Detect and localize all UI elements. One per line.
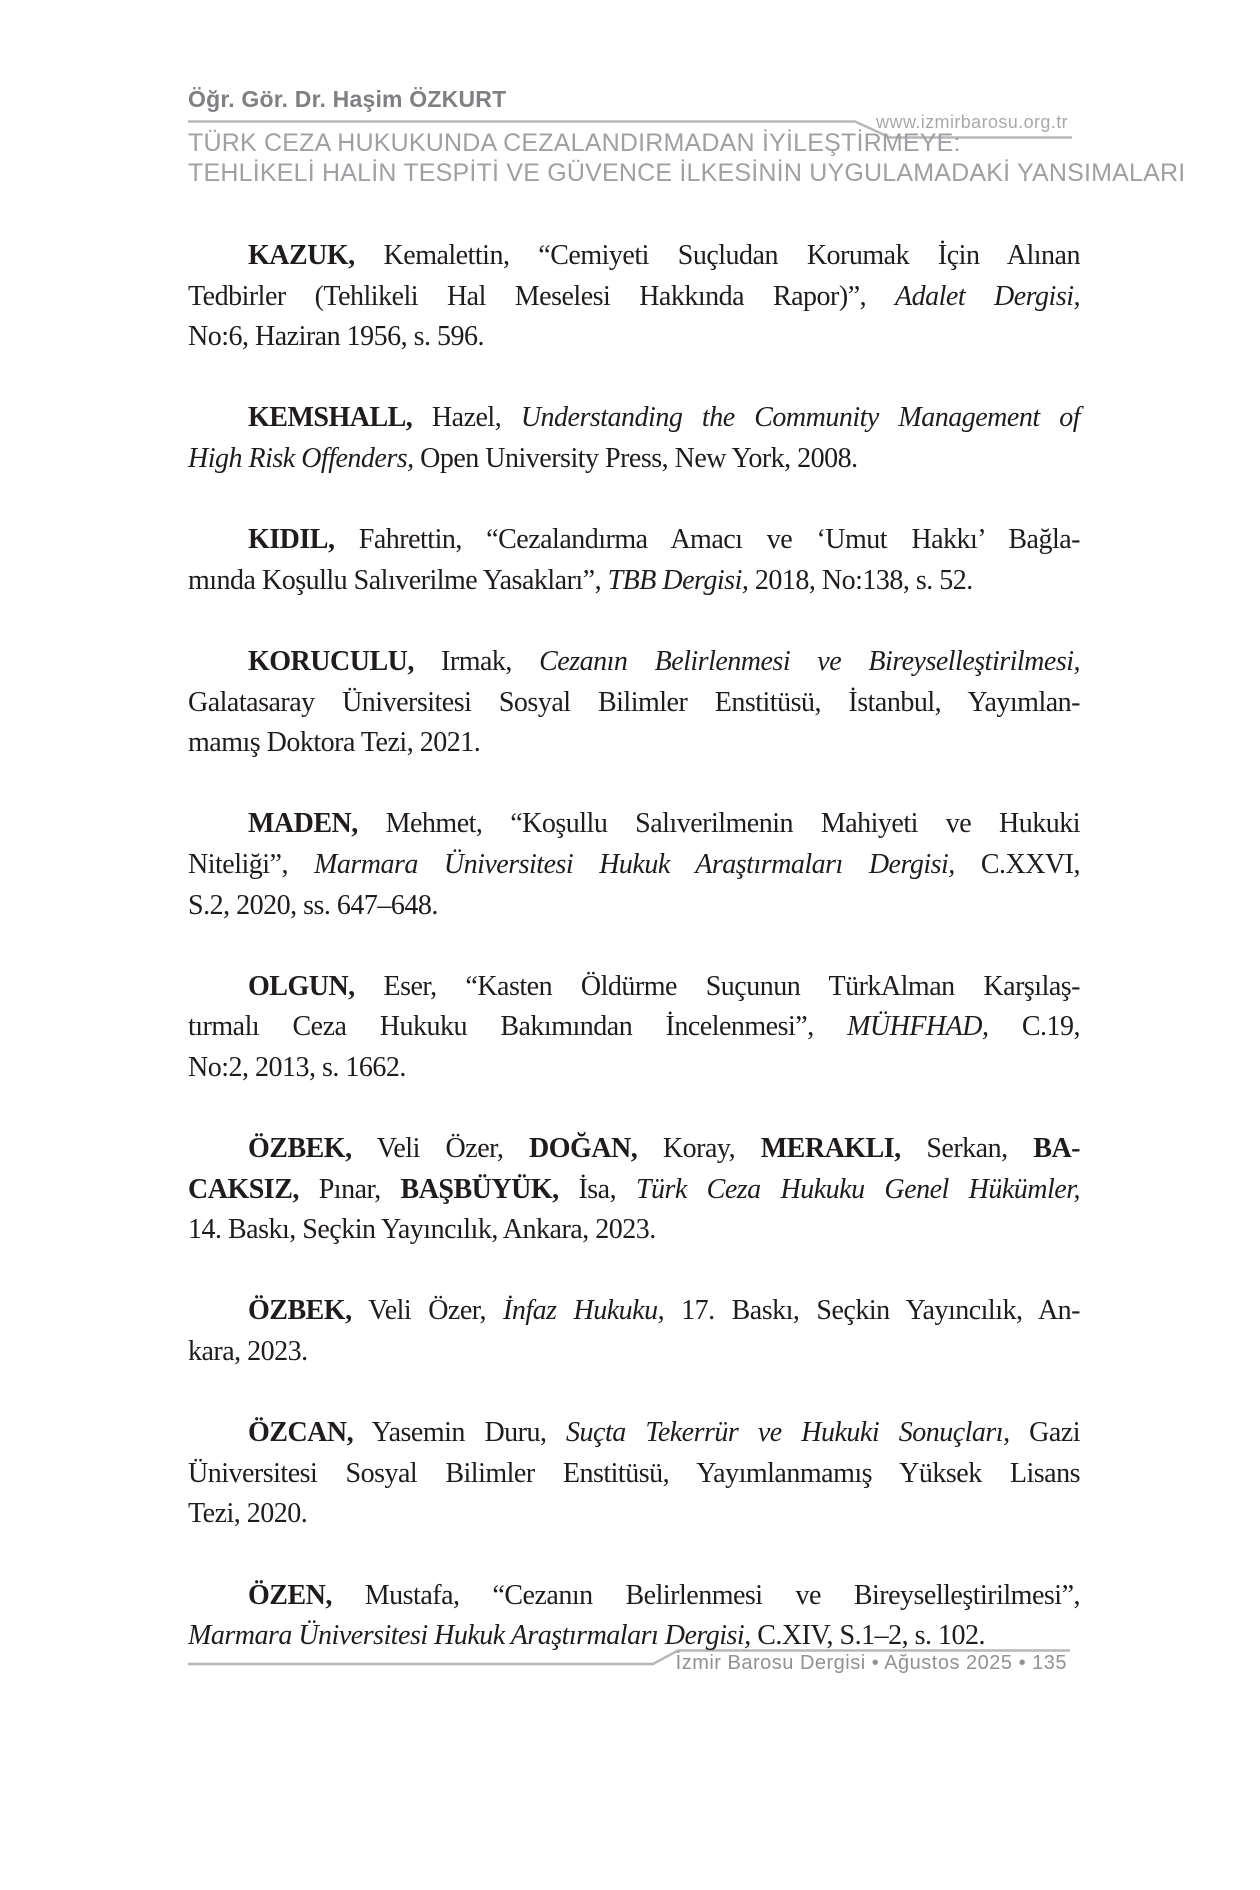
bibliography-entry-line: OLGUN, Eser, “Kasten Öldürme Suçunun TürkAlman Karşılaş- bbox=[248, 970, 1080, 1002]
bibliography-entry-line: tırmalı Ceza Hukuku Bakımından İncelenmesi”, MÜHFHAD, C.19, bbox=[188, 1011, 1080, 1043]
bibliography-entry-line: Marmara Üniversitesi Hukuk Araştırmaları Dergisi, C.XIV, S.1–2, s. 102. bbox=[188, 1620, 986, 1652]
journal-website-url: www.izmirbarosu.org.tr bbox=[876, 112, 1068, 132]
bibliography-entry bbox=[188, 520, 1080, 601]
bibliography-entry bbox=[188, 967, 1080, 1089]
bibliography-entry bbox=[188, 1129, 1080, 1251]
bibliography-entry bbox=[188, 804, 1080, 926]
bibliography-entry-line: ÖZCAN, Yasemin Duru, Suçta Tekerrür ve Hukuki Sonuçları, Gazi bbox=[248, 1417, 1080, 1449]
bibliography-entry-line: mında Koşullu Salıverilme Yasakları”, TBB Dergisi, 2018, No:138, s. 52. bbox=[188, 564, 973, 596]
bibliography bbox=[188, 236, 1080, 1657]
bibliography-entry-line: Niteliği”, Marmara Üniversitesi Hukuk Araştırmaları Dergisi, C.XXVI, bbox=[188, 848, 1080, 880]
bibliography-entry-line: ÖZBEK, Veli Özer, İnfaz Hukuku, 17. Baskı, Seçkin Yayıncılık, An- bbox=[248, 1295, 1080, 1327]
footer-journal-info: İzmir Barosu Dergisi • Ağustos 2025 • 135 bbox=[675, 1652, 1067, 1674]
bibliography-entry bbox=[188, 236, 1080, 358]
bibliography-entry bbox=[188, 1413, 1080, 1535]
bibliography-entry-line: High Risk Offenders, Open University Press, New York, 2008. bbox=[188, 442, 858, 474]
bibliography-entry-line: KEMSHALL, Hazel, Understanding the Community Management of bbox=[248, 402, 1080, 434]
bibliography-entry-line: ÖZEN, Mustafa, “Cezanın Belirlenmesi ve Bireyselleştirilmesi”, bbox=[248, 1579, 1080, 1611]
bibliography-entry-line: MADEN, Mehmet, “Koşullu Salıverilmenin Mahiyeti ve Hukuki bbox=[248, 808, 1080, 840]
bibliography-entry-line: KIDIL, Fahrettin, “Cezalandırma Amacı ve ‘Umut Hakkı’ Bağla- bbox=[248, 524, 1080, 556]
bibliography-entry-line: Tedbirler (Tehlikeli Hal Meselesi Hakkında Rapor)”, Adalet Dergisi, bbox=[188, 280, 1080, 312]
bibliography-entry bbox=[188, 642, 1080, 764]
bibliography-entry-line: ÖZBEK, Veli Özer, DOĞAN, Koray, MERAKLI, Serkan, BA- bbox=[248, 1133, 1080, 1165]
bibliography-entry-line: Üniversitesi Sosyal Bilimler Enstitüsü, Yayımlanmamış Yüksek Lisans bbox=[188, 1457, 1080, 1489]
bibliography-entry bbox=[188, 1291, 1080, 1372]
bibliography-entry-line: kara, 2023. bbox=[188, 1336, 308, 1368]
bibliography-entry-line: No:2, 2013, s. 1662. bbox=[188, 1051, 406, 1083]
bibliography-entry-line: mamış Doktora Tezi, 2021. bbox=[188, 727, 481, 759]
author-name: Öğr. Gör. Dr. Haşim ÖZKURT bbox=[188, 86, 507, 112]
article-title-line-1: TÜRK CEZA HUKUKUNDA CEZALANDIRMADAN İYİLEŞTİRMEYE: bbox=[188, 129, 961, 157]
bibliography-entry-line: KORUCULU, Irmak, Cezanın Belirlenmesi ve Bireyselleştirilmesi, bbox=[248, 645, 1081, 677]
bibliography-entry-line: 14. Baskı, Seçkin Yayıncılık, Ankara, 2023. bbox=[188, 1214, 656, 1246]
bibliography-entry-line: Galatasaray Üniversitesi Sosyal Bilimler Enstitüsü, İstanbul, Yayımlan- bbox=[188, 686, 1080, 718]
bibliography-entry-line: KAZUK, Kemalettin, “Cemiyeti Suçludan Korumak İçin Alınan bbox=[248, 240, 1080, 271]
bibliography-entry-line: CAKSIZ, Pınar, BAŞBÜYÜK, İsa, Türk Ceza Hukuku Genel Hükümler, bbox=[188, 1173, 1080, 1205]
bibliography-entry-line: Tezi, 2020. bbox=[188, 1498, 308, 1530]
article-title bbox=[188, 128, 1185, 188]
article-title-line-2: TEHLİKELİ HALİN TESPİTİ VE GÜVENCE İLKESİNİN UYGULAMADAKİ YANSIMALARI bbox=[188, 159, 1186, 187]
bibliography-entry-line: S.2, 2020, ss. 647–648. bbox=[188, 889, 438, 921]
bibliography-entry bbox=[188, 1576, 1080, 1657]
bibliography-entry-line: No:6, Haziran 1956, s. 596. bbox=[188, 321, 485, 353]
bibliography-entry bbox=[188, 398, 1080, 479]
